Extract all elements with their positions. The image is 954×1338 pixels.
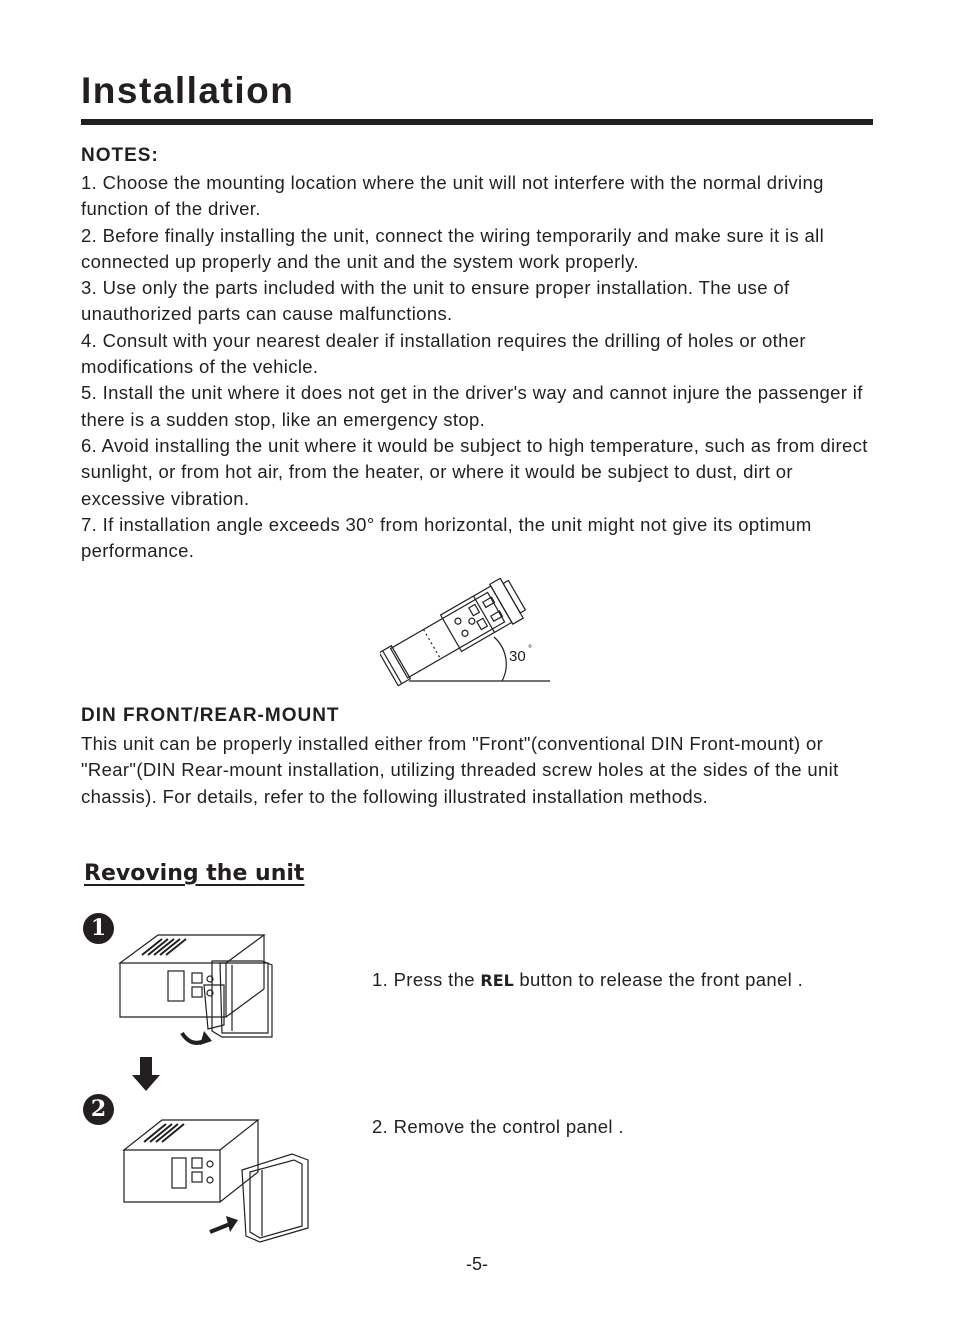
note-item: 6. Avoid installing the unit where it would be subject to high temperature, such as from direct sunlight, or from hot air, from the heater, or where it would be subject to dust, dirt or excessive vibration. <box>81 434 868 509</box>
degree-mark: ° <box>528 644 532 655</box>
angle-arc <box>494 637 506 681</box>
notes-heading: NOTES: <box>81 145 159 166</box>
note-item: 4. Consult with your nearest dealer if installation requires the drilling of holes or other modifications of the vehicle. <box>81 329 806 378</box>
notes-list <box>81 170 871 564</box>
step-2-number-badge: 2 <box>83 1094 114 1125</box>
page-title: Installation <box>81 70 295 111</box>
rel-button-label: REL <box>480 971 514 990</box>
note-item: 7. If installation angle exceeds 30° from horizontal, the unit might not give its optimum performance. <box>81 513 812 562</box>
installation-angle-illustration <box>380 555 560 690</box>
note-item: 5. Install the unit where it does not get in the driver's way and cannot injure the passenger if there is a sudden stop, like an emergency stop. <box>81 382 863 430</box>
step-1-illustration <box>112 925 287 1055</box>
step-1-instruction <box>372 969 803 991</box>
removing-unit-title: Revoving the unit <box>84 861 305 886</box>
note-item: 2. Before finally installing the unit, connect the wiring temporarily and make sure it is all connected up properly and the unit and the system work properly. <box>81 224 825 272</box>
step-2-instruction: 2. Remove the control panel . <box>372 1116 624 1137</box>
din-mount-paragraph: This unit can be properly installed either from "Front"(conventional DIN Front-mount) or "Rear"(DIN Rear-mount installation, utilizing threaded screw holes at the sides of the unit chassis). For details, refer to the following illustrated installation methods. <box>81 733 839 807</box>
title-divider <box>81 119 873 125</box>
tilted-unit-drawing <box>380 575 528 689</box>
note-item: 3. Use only the parts included with the unit to ensure proper installation. The use of unauthorized parts can cause malfunctions. <box>81 277 790 325</box>
page-number: -5- <box>466 1254 488 1274</box>
step-1-text-after: button to release the front panel . <box>513 969 804 990</box>
step-2-illustration <box>112 1110 312 1245</box>
straight-arrow-icon <box>210 1224 230 1232</box>
note-item: 1. Choose the mounting location where the unit will not interfere with the normal driving function of the driver. <box>81 172 824 220</box>
down-arrow-icon <box>131 1057 161 1093</box>
step-1-text-before: 1. Press the <box>372 969 481 990</box>
angle-label: 30 <box>509 648 526 665</box>
step-1-number-badge: 1 <box>83 913 114 944</box>
din-mount-heading: DIN FRONT/REAR-MOUNT <box>81 705 340 726</box>
